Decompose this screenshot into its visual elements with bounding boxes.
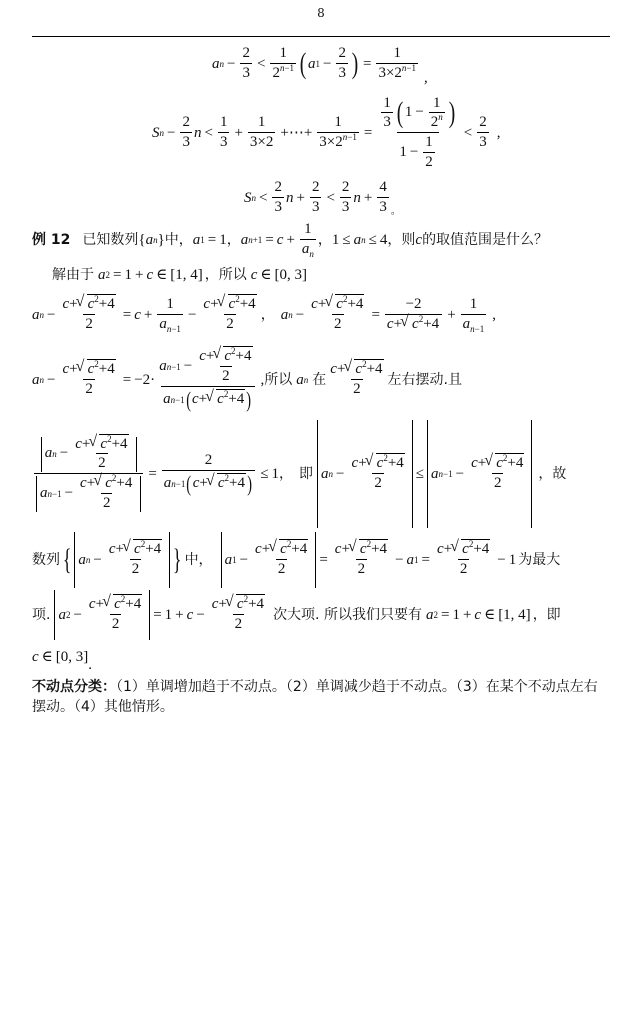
text-namely: 即 — [299, 466, 314, 482]
solution-intro: 解由于 — [52, 267, 94, 283]
text-therefore: 所以 — [264, 372, 293, 388]
page-number: 8 — [317, 6, 325, 20]
fixed-point-line-1 — [32, 676, 598, 696]
solution-line-5: 数列 { a n − $\frac{c+√ c^2+4}{2}$ } 中， a 1 − $\frac{c+√ c^2+4}{2}$ = $\frac{c+√ c^2+4}{2}$ − a 1 = $\frac{c+√ c^2+4}{2}$ − 1 为最大 — [32, 532, 560, 588]
fixed-point-line-2: 摆动。（4）其他情形。 — [32, 699, 174, 715]
text-sequence: 数列 — [32, 552, 60, 568]
text-is-largest: 为最大 — [518, 552, 561, 568]
inequality-an-bound: a n − $\frac{2}{3}$ < $\frac{1}{2^{n-1}}$ ( a 1 − $\frac{2}{3}$ ) = $\frac{1}{3\times 2^{n-1}}$ , — [212, 45, 428, 86]
solution-line-4: a n − $\frac{c+√ c^2+4}{2}$ a n−1 − $\frac{c+√ c^2+4}{2}$ = 2 a n−1 ( c + √ $c^2+4$ ) ≤ 1 ， 即 a n − $\frac{c+√ c^2+4}{2}$ ≤ a n−1 − $\frac{c+√ c^2+4}{2}$ ，故 — [32, 420, 566, 528]
header-rule — [32, 36, 610, 37]
example-intro: 已知数列 — [82, 232, 139, 248]
example-mid: 中， — [164, 232, 193, 248]
example-label: 例 12 — [32, 232, 71, 248]
example-question-tail: 的取值范围是什么？ — [422, 232, 549, 248]
text-at: 在 — [312, 372, 327, 388]
inequality-sum-bound: S n − $\frac{2}{3}$ n < $\frac{1}{3}$ + $\frac{1}{3\times 2}$ +⋯+ $\frac{1}{3\times 2^{n-1}}$ = $\frac{1}{3}$ ( 1 − $\frac{1}{2^n}$ ) 1 − $\frac{1}{2}$ < $\frac{2}{3}$ , — [152, 94, 501, 170]
solution-therefore: ，所以 — [204, 267, 247, 283]
example-cond-tail: ，则 — [387, 232, 416, 248]
fixed-point-text-1: （1）单调增加趋于不动点。（2）单调减少趋于不动点。（3）在某个不动点左右 — [116, 679, 598, 695]
text-in: 中， — [184, 552, 213, 568]
fixed-point-title: 不动点分类： — [32, 679, 116, 695]
solution-line-1: 解由于 a 2 = 1 + c ∈ [1, 4] ，所以 c ∈ [0, 3] — [52, 266, 307, 283]
solution-line-2: a n − $\frac{c+√ c^2+4}{2}$ = c + $\frac{1}{a_{n-1}}$ − $\frac{c+√ c^2+4}{2}$ ， a n − $\frac{c+√ c^2+4}{2}$ = $\frac{-2}{c+√ c^2+4}$ + $\frac{1}{a_{n-1}}$ , — [32, 290, 496, 340]
solution-line-3: a n − $\frac{c+√ c^2+4}{2}$ = −2· a n−1 − $\frac{c+√ c^2+4}{2}$ a n−1 ( c + √ $c^2+4$ ) , 所以 a n 在 $\frac{c+√ c^2+4}{2}$ 左右摆动.且 — [32, 342, 462, 418]
text-term: 项. — [32, 607, 51, 623]
sum-final-bound: S n < $\frac{2}{3}$ n + $\frac{2}{3}$ < $\frac{2}{3}$ n + $\frac{4}{3}$ 。 — [244, 179, 401, 217]
solution-line-7: c ∈ [0, 3] . — [32, 648, 93, 673]
solution-line-6: 项. a 2 − $\frac{c+√ c^2+4}{2}$ = 1 + c − $\frac{c+√ c^2+4}{2}$ 次大项. 所以我们只要有 a 2 = 1 + c ∈ [1, 4] ，即 — [32, 590, 561, 640]
text-namely-2: ，即 — [532, 607, 561, 623]
text-second-largest: 次大项. 所以我们只要有 — [273, 607, 422, 623]
text-oscillates: 左右摆动.且 — [387, 372, 462, 388]
text-hence: ，故 — [538, 466, 567, 482]
example-12-statement: 例 12 已知数列 { a n } 中， a 1 = 1 ， a n+1 = c + $\frac{1}{a_n}$ ， 1 ≤ a n ≤ 4 ，则 c 的取值范围是什么？ — [32, 221, 549, 259]
